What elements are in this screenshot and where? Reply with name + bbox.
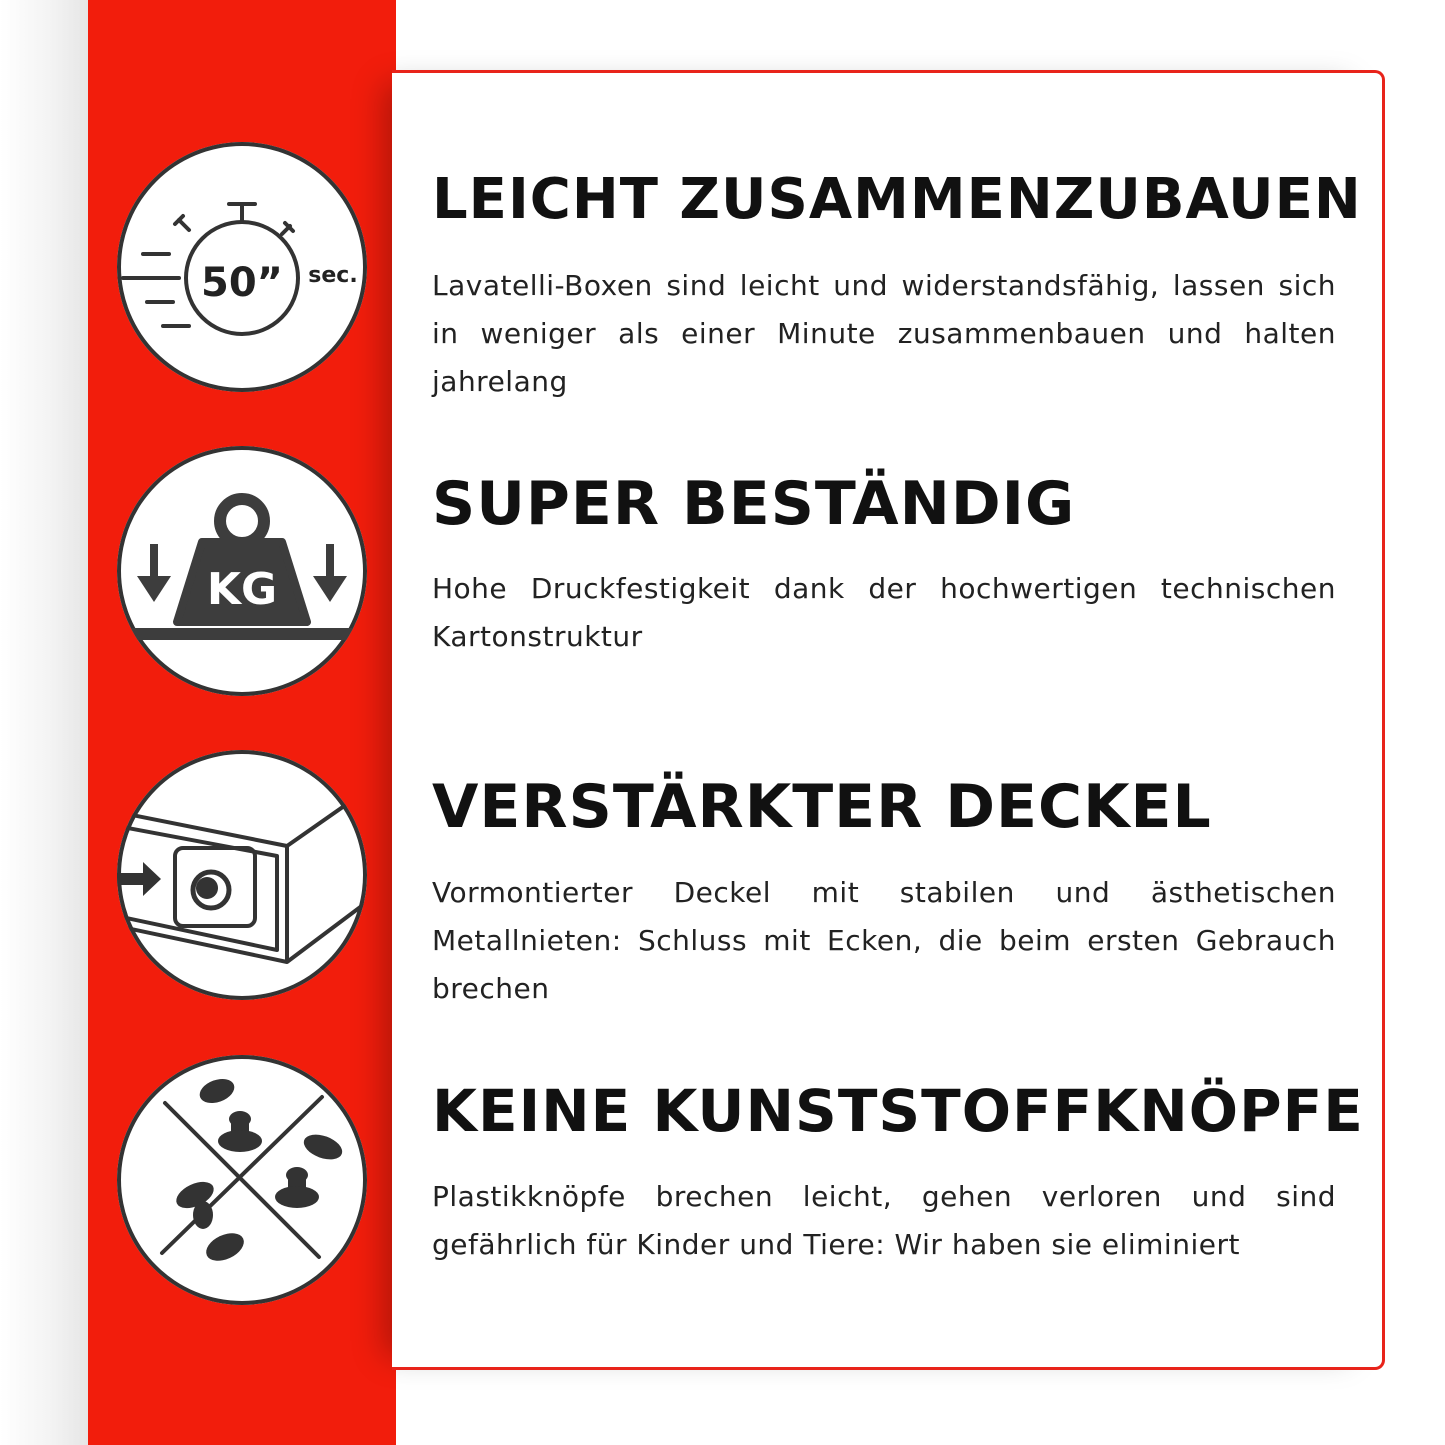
feature-text-durability: Hohe Druckfestigkeit dank der hochwertigen technischen Kartonstruktur bbox=[432, 572, 1336, 653]
feature-text-no-plastic: Plastikknöpfe brechen leicht, gehen verloren und sind gefährlich für Kinder und Tiere: Wir haben sie eliminiert bbox=[432, 1180, 1336, 1261]
feature-title-assembly: LEICHT ZUSAMMENZUBAUEN bbox=[432, 167, 1362, 232]
feature-title-durability: SUPER BESTÄNDIG bbox=[432, 469, 1076, 539]
feature-text-assembly: Lavatelli-Boxen sind leicht und widerstandsfähig, lassen sich in weniger als einer Minute zusammenbauen und halten jahrelang bbox=[432, 269, 1336, 398]
stopwatch-unit-label: sec. bbox=[308, 263, 358, 288]
left-shade bbox=[0, 0, 88, 1445]
feature-title-lid: VERSTÄRKTER DECKEL bbox=[432, 772, 1212, 842]
rivet-lid-icon bbox=[117, 750, 367, 1000]
no-plastic-buttons-icon bbox=[117, 1055, 367, 1305]
feature-title-no-plastic: KEINE KUNSTSTOFFKNÖPFE bbox=[432, 1077, 1364, 1145]
stopwatch-time-label: 50” bbox=[201, 260, 283, 306]
weight-icon bbox=[117, 446, 367, 696]
feature-text-lid: Vormontierter Deckel mit stabilen und ästhetischen Metallnieten: Schluss mit Ecken, die beim ersten Gebrauch brechen bbox=[432, 876, 1336, 1005]
stopwatch-icon bbox=[117, 142, 367, 392]
weight-kg-label: KG bbox=[206, 564, 278, 615]
